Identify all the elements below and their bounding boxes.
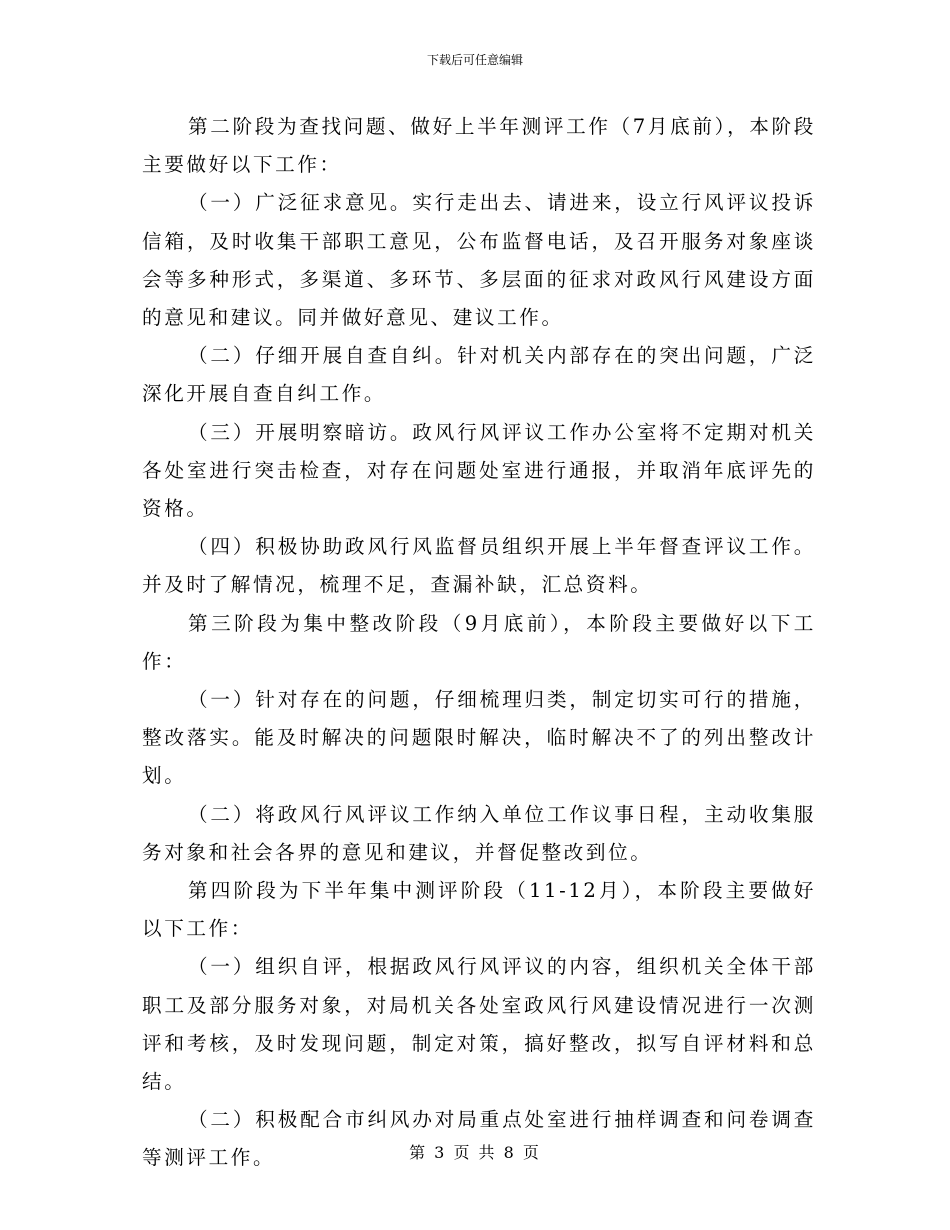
paragraph-stage-three: 第三阶段为集中整改阶段（9月底前），本阶段主要做好以下工作：: [142, 611, 816, 673]
page-header-note: 下载后可任意编辑: [426, 53, 523, 67]
paragraph-stage-two: 第二阶段为查找问题、做好上半年测评工作（7月底前），本阶段主要做好以下工作：: [142, 115, 816, 177]
paragraph-stage-four: 第四阶段为下半年集中测评阶段（11-12月），本阶段主要做好以下工作：: [142, 879, 816, 941]
paragraph-item: （一）组织自评，根据政风行风评议的内容，组织机关全体干部职工及部分服务对象，对局机关各处室政风行风建设情况进行一次测评和考核，及时发现问题，制定对策，搞好整改，拟写自评材料和总结。: [142, 955, 816, 1094]
paragraph-item: （一）针对存在的问题，仔细梳理归类，制定切实可行的措施，整改落实。能及时解决的问题限时解决，临时解决不了的列出整改计划。: [142, 688, 816, 788]
document-body: [142, 108, 816, 1178]
paragraph-item: （二）仔细开展自查自纠。针对机关内部存在的突出问题，广泛深化开展自查自纠工作。: [142, 344, 816, 406]
paragraph-item: （四）积极协助政风行风监督员组织开展上半年督查评议工作。并及时了解情况，梳理不足，查漏补缺，汇总资料。: [142, 535, 816, 597]
paragraph-item: （一）广泛征求意见。实行走出去、请进来，设立行风评议投诉信箱，及时收集干部职工意见，公布监督电话，及召开服务对象座谈会等多种形式，多渠道、多环节、多层面的征求对政风行风建设方面的意见和建议。同并做好意见、建议工作。: [142, 191, 816, 330]
page-number: 第 3 页 共 8 页: [409, 1143, 541, 1162]
paragraph-item: （二）将政风行风评议工作纳入单位工作议事日程，主动收集服务对象和社会各界的意见和建议，并督促整改到位。: [142, 802, 816, 864]
paragraph-item: （二）积极配合市纠风办对局重点处室进行抽样调查和问卷调查等测评工作。: [142, 1108, 816, 1170]
paragraph-item: （三）开展明察暗访。政风行风评议工作办公室将不定期对机关各处室进行突击检查，对存在问题处室进行通报，并取消年底评先的资格。: [142, 420, 816, 521]
